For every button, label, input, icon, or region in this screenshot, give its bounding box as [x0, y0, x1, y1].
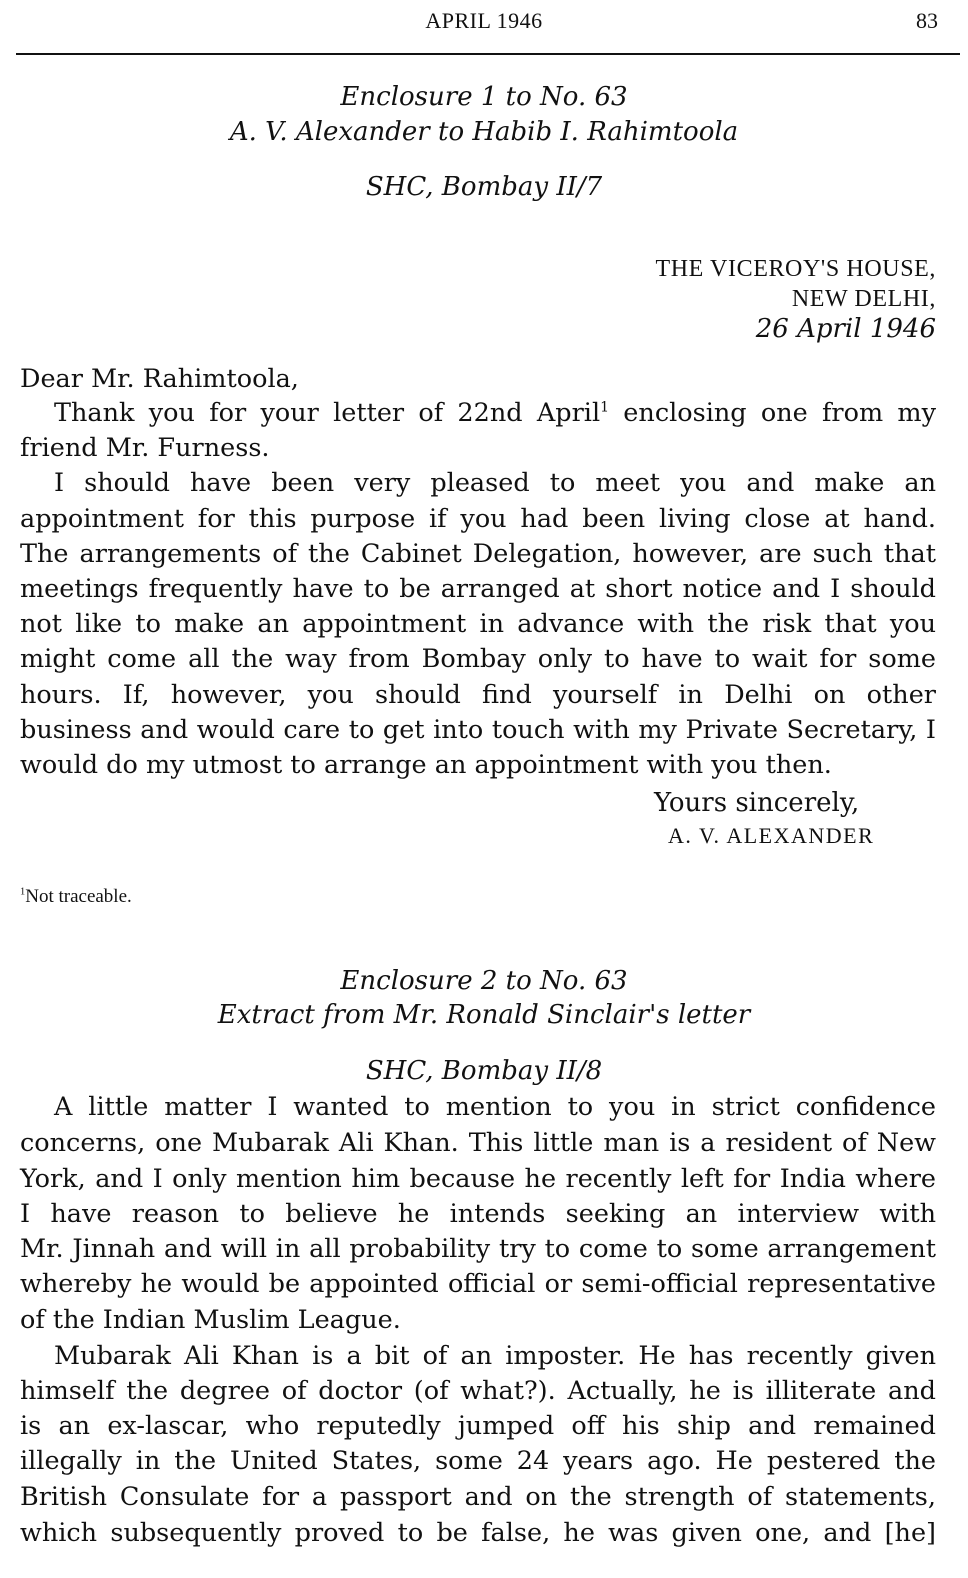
paragraph-line: Mubarak Ali Khan is a bit of an imposter. He has recently given [54, 1341, 936, 1371]
page-number: 83 [916, 8, 938, 33]
enclosure2-heading: Enclosure 2 to No. 63 [340, 966, 628, 996]
paragraph-line: not like to make an appointment in advance with the risk that you [20, 609, 936, 639]
paragraph-line: A little matter I wanted to mention to you in strict confidence [54, 1092, 936, 1122]
address-line-1: THE VICEROY'S HOUSE, [655, 256, 936, 282]
text-span: Thank you for your letter of 22nd April [54, 398, 601, 428]
enclosure1-reference: SHC, Bombay II/7 [365, 172, 603, 202]
address-line-2: NEW DELHI, [791, 286, 936, 312]
paragraph-line: illegally in the United States, some 24 years ago. He pestered the [20, 1446, 936, 1476]
paragraph-line: which subsequently proved to be false, he was given one, and [he] [20, 1518, 936, 1548]
enclosure2-subheading: Extract from Mr. Ronald Sinclair's letter [217, 1000, 751, 1030]
paragraph-line: whereby he would be appointed official or semi-official representative [20, 1269, 936, 1299]
footnote-mark: 1 [20, 886, 26, 898]
footnote-text: Not traceable. [25, 886, 132, 907]
header-rule [16, 53, 960, 55]
paragraph-line: meetings frequently have to be arranged at short notice and I should [20, 574, 936, 604]
paragraph-line: The arrangements of the Cabinet Delegation, however, are such that [20, 539, 936, 569]
paragraph-line: British Consulate for a passport and on the strength of statements, [20, 1482, 936, 1512]
paragraph-line: of the Indian Muslim League. [20, 1305, 401, 1335]
paragraph-line: himself the degree of doctor (of what?). Actually, he is illiterate and [20, 1376, 936, 1406]
salutation: Dear Mr. Rahimtoola, [20, 364, 299, 394]
footnote-marker: 1 [600, 399, 610, 416]
paragraph-line: Mr. Jinnah and will in all probability try to come to some arrangement [20, 1234, 936, 1264]
paragraph-line: I have reason to believe he intends seeking an interview with [20, 1199, 936, 1229]
footnote [20, 886, 132, 908]
paragraph-line: I should have been very pleased to meet you and make an [54, 468, 936, 498]
enclosure2-reference: SHC, Bombay II/8 [365, 1056, 603, 1086]
paragraph-line: would do my utmost to arrange an appointment with you then. [20, 750, 832, 780]
paragraph-line [54, 398, 936, 428]
text-span: enclosing one from my [609, 398, 936, 428]
running-head [0, 8, 968, 38]
paragraph-line: business and would care to get into touch with my Private Secretary, I [20, 715, 936, 745]
enclosure1-subheading: A. V. Alexander to Habib I. Rahimtoola [229, 117, 739, 147]
running-head-title: APRIL 1946 [425, 8, 543, 33]
signature: A. V. ALEXANDER [668, 823, 875, 848]
closing: Yours sincerely, [654, 788, 860, 818]
enclosure1-heading: Enclosure 1 to No. 63 [340, 82, 628, 112]
paragraph-line: appointment for this purpose if you had been living close at hand. [20, 504, 936, 534]
paragraph-line: might come all the way from Bombay only to have to wait for some [20, 644, 936, 674]
paragraph-line: is an ex-lascar, who reputedly jumped off his ship and remained [20, 1411, 936, 1441]
paragraph-line: friend Mr. Furness. [20, 433, 270, 463]
paragraph-line: York, and I only mention him because he recently left for India where [20, 1164, 936, 1194]
letter-date: 26 April 1946 [755, 314, 936, 344]
paragraph-line: hours. If, however, you should find yourself in Delhi on other [20, 680, 936, 710]
paragraph-line: concerns, one Mubarak Ali Khan. This little man is a resident of New [20, 1128, 936, 1158]
